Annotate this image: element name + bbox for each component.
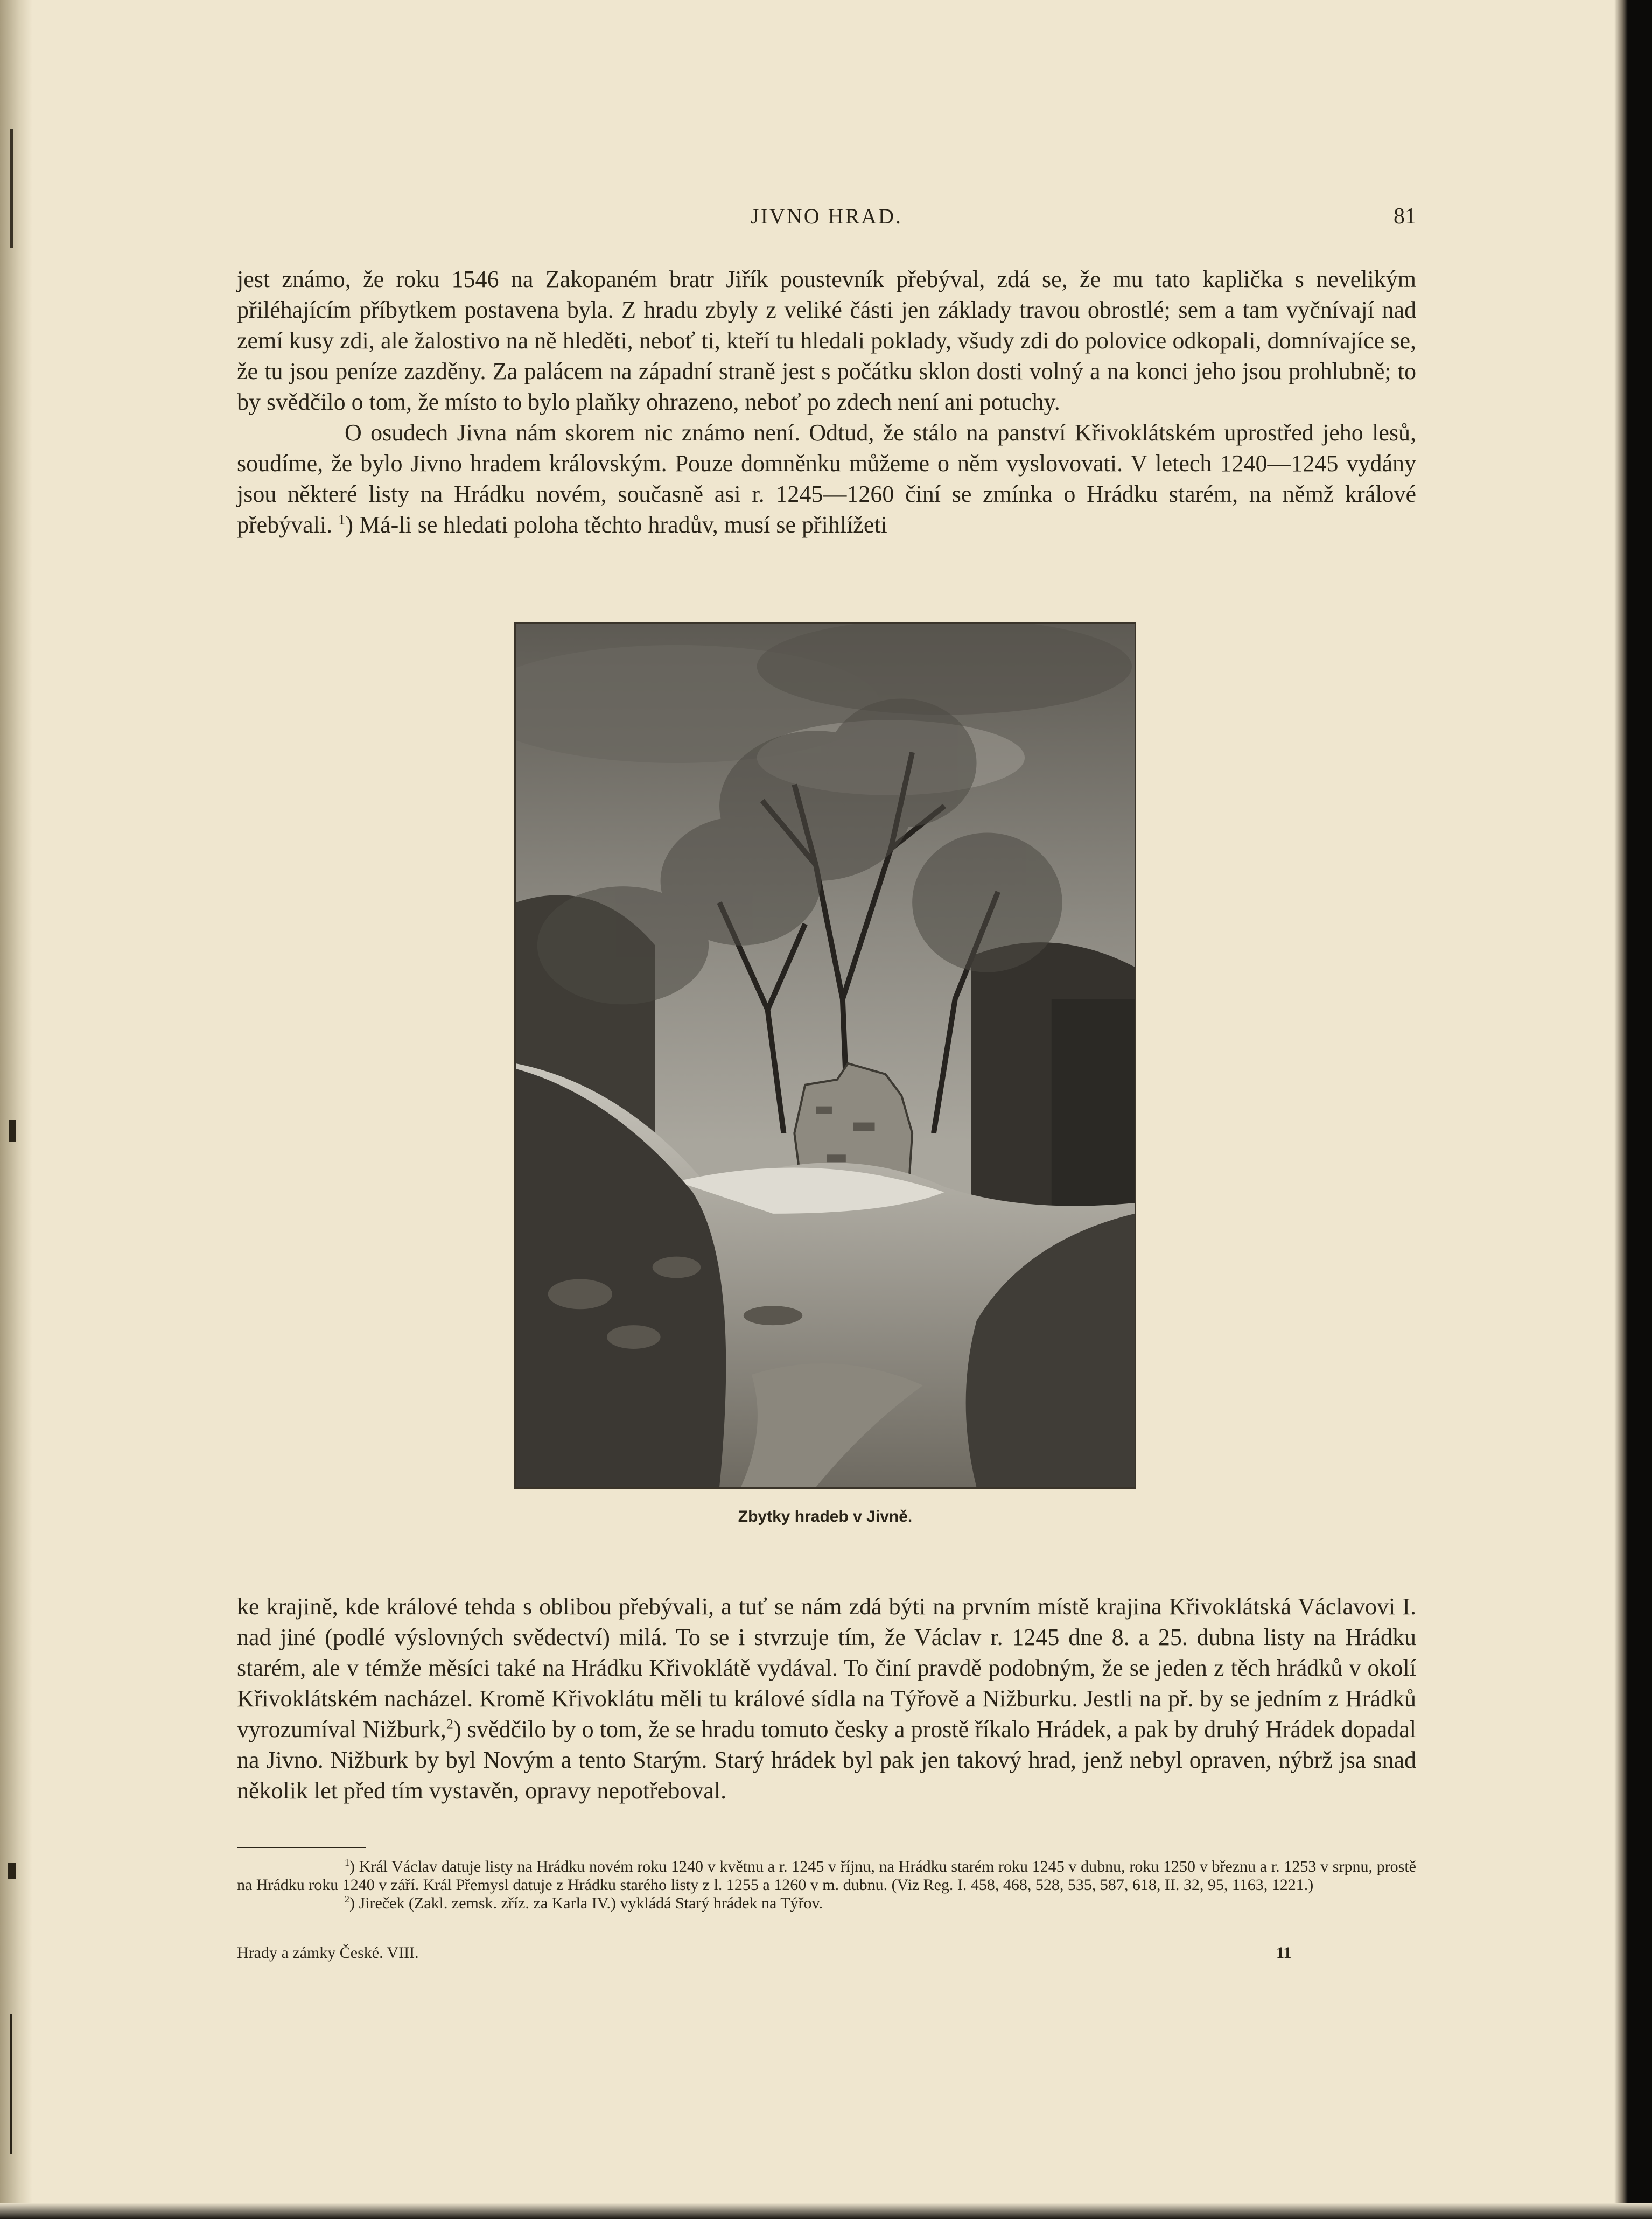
ruins-engraving bbox=[516, 624, 1135, 1487]
footnote-marker-2: 2 bbox=[345, 1894, 349, 1905]
paragraph-2-tail: ) Má-li se hledati poloha těchto hradův, musí se přihlížeti bbox=[345, 512, 887, 538]
running-title: JIVNO HRAD. bbox=[751, 204, 902, 228]
signature-line: Hrady a zámky České. VIII. bbox=[237, 1944, 419, 1962]
paragraph-3-text: ke krajině, kde králové tehda s oblibou přebývali, a tuť se nám zdá býti na prvním místě krajina Křivoklátská Václavovi I. nad jiné (podlé výslovných svědectví) milá. To se i stvrzuje tím, že Václav r. 1245 dne 8. a 25. dubna listy na Hrádku starém, ale v témže měsíci také na Hrádku Křivoklátě vydával. To činí pravdě podobným, že se jeden z těch hrádků v okolí Křivoklátském nacházel. Kromě Křivoklátu měli tu králové sídla na Týřově a Nižburku. Jestli na př. by se jedním z Hrádků vyrozumíval Nižburk, bbox=[237, 1593, 1416, 1742]
paragraph-2-text: O osudech Jivna nám skorem nic známo není. Odtud, že stálo na panství Křivoklátském uprostřed jeho lesů, soudíme, že bylo Jivno hradem královským. Pouze domněnku můžeme o něm vyslovovati. V letech 1240—1245 vydány jsou některé listy na Hrádku novém, současně asi r. 1245—1260 činí se zmínka o Hrádku starém, na němž králové přebývali. bbox=[237, 419, 1416, 538]
bottom-text-block bbox=[237, 1591, 1416, 1806]
page-number: 81 bbox=[1394, 204, 1416, 229]
paragraph-3 bbox=[237, 1591, 1416, 1806]
page-edge-bottom bbox=[0, 2203, 1652, 2219]
footnote-2 bbox=[237, 1894, 1416, 1913]
footnote-ref-2: 2 bbox=[446, 1716, 453, 1732]
top-text-block bbox=[237, 264, 1416, 540]
footnote-1-text: ) Král Václav datuje listy na Hrádku novém roku 1240 v květnu a r. 1245 v říjnu, na Hrádku starém roku 1245 v dubnu, roku 1250 v březnu a r. 1253 v srpnu, prostě na Hrádku roku 1240 v září. Král Přemysl datuje z Hrádku starého listy z l. 1255 a 1260 v m. dubnu. (Viz Reg. I. 458, 468, 528, 535, 587, 618, II. 32, 95, 1163, 1221.) bbox=[237, 1858, 1416, 1894]
footnote-1 bbox=[237, 1858, 1416, 1894]
illustration-castle-ruins bbox=[514, 622, 1136, 1489]
footnote-2-text: ) Jireček (Zakl. zemsk. zříz. za Karla IV.) vykládá Starý hrádek na Týřov. bbox=[349, 1894, 823, 1912]
footnote-ref-1: 1 bbox=[338, 511, 346, 528]
paragraph-2 bbox=[237, 417, 1416, 540]
footnote-marker-1: 1 bbox=[345, 1857, 349, 1868]
page-header bbox=[237, 199, 1416, 232]
page-edge-right bbox=[1614, 0, 1652, 2219]
figure-caption: Zbytky hradeb v Jivně. bbox=[738, 1508, 913, 1525]
paragraph-1: jest známo, že roku 1546 na Zakopaném bratr Jiřík poustevník přebýval, zdá se, že mu tato kaplička s nevelikým přiléhajícím příbytkem postavena byla. Z hradu zbyly z veliké části jen základy travou obrostlé; sem a tam vyčnívají nad zemí kusy zdi, ale žalostivo na ně hleděti, neboť ti, kteří tu hledali poklady, všudy zdi do polovice odkopali, domnívajíce se, že tu jsou peníze zazděny. Za palácem na západní straně jest s počátku sklon dosti volný a na konci jeho jsou prohlubně; to by svědčilo o tom, že místo to bylo plaňky ohrazeno, neboť po zdech není ani potuchy. bbox=[237, 266, 1416, 415]
paragraph-3-tail: ) svědčilo by o tom, že se hradu tomuto česky a prostě říkalo Hrádek, a pak by druhý Hrádek dopadal na Jivno. Nižburk by byl Novým a tento Starým. Starý hrádek byl pak jen takový hrad, jenž nebyl opraven, nýbrž jsa snad několik let před tím vystavěn, opravy nepotřeboval. bbox=[237, 1716, 1416, 1804]
footnotes bbox=[237, 1858, 1416, 1913]
binding-marks bbox=[0, 0, 32, 2219]
signature-mark: 11 bbox=[1276, 1944, 1292, 1962]
footnote-divider bbox=[237, 1847, 366, 1848]
